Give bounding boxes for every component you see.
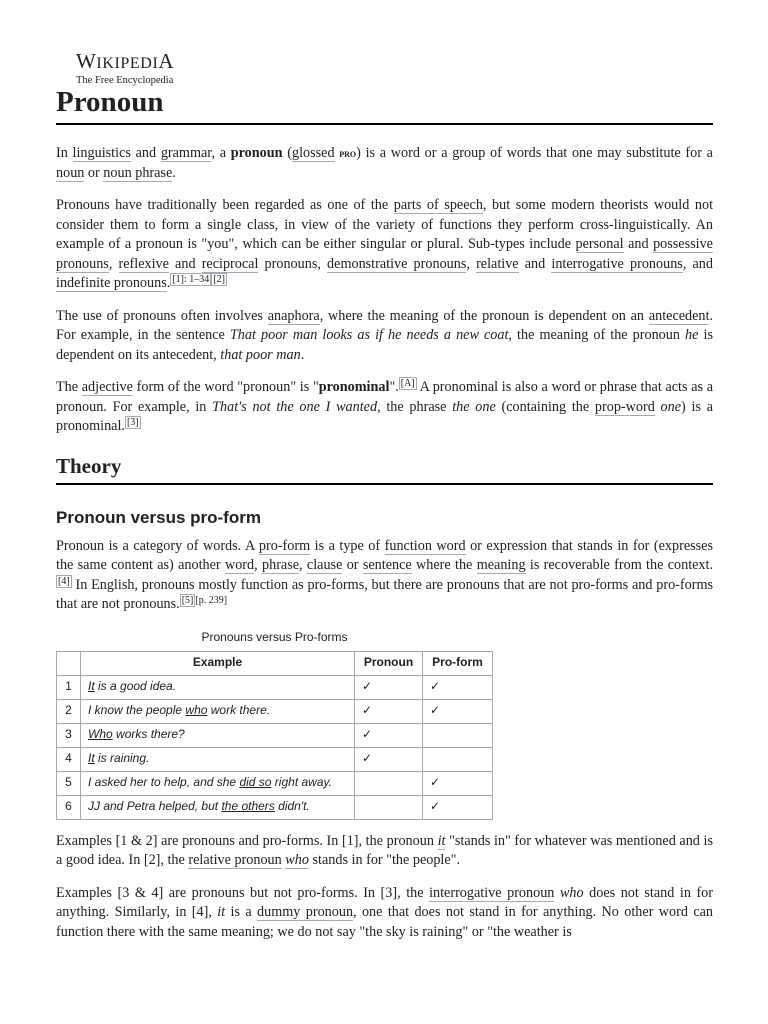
link-relative-pronoun[interactable]: relative pronoun bbox=[188, 852, 282, 868]
note-a[interactable]: [A] bbox=[400, 378, 415, 389]
row-proform-check bbox=[423, 723, 493, 747]
link-demonstrative-pronouns[interactable]: demonstrative pronouns bbox=[327, 255, 467, 272]
link-antecedent[interactable]: antecedent bbox=[648, 307, 710, 324]
row-example: It is raining. bbox=[81, 747, 355, 771]
row-example: It is a good idea. bbox=[81, 675, 355, 699]
intro-paragraph-2: Pronouns have traditionally been regarded as one of the parts of speech, but some modern theorists would not consider them to form a single class, in view of the variety of functions they perform cross-linguistically. An example of a pronoun is "you", which can be either singular or plural. Sub-types include personal and possessive pronouns, reflexive and reciprocal pronouns, demonstrative pronouns, relative and interrogative pronouns, and indefinite pronouns. $^{[1]: 1-34}$ [2] bbox=[56, 197, 714, 291]
link-reflexive[interactable]: reflexive bbox=[118, 255, 169, 272]
link-glossed[interactable]: glossed bbox=[291, 145, 335, 161]
link-prop-word[interactable]: prop-word bbox=[594, 398, 655, 415]
row-pronoun-check bbox=[355, 795, 423, 819]
link-possessive-pronouns[interactable]: possessive pronouns bbox=[56, 236, 713, 272]
theory-paragraph-3: Examples [3 & 4] are pronouns but not pro-forms. In [3], the interrogative pronoun who does not stand in for anything. Similarly, in [4], it is a dummy pronoun, one that does not stand in for anything. No other word can function there with the same meaning; we do not say "the sky is raining" or "the weather is bbox=[56, 884, 714, 940]
table-row bbox=[57, 699, 493, 723]
reference-5[interactable]: [5] bbox=[181, 595, 194, 606]
link-interrogative-pronouns[interactable]: interrogative pronouns bbox=[551, 255, 683, 272]
link-reciprocal[interactable]: reciprocal bbox=[201, 255, 259, 272]
article-body bbox=[56, 144, 713, 955]
row-example: JJ and Petra helped, but the others didn't. bbox=[81, 795, 355, 819]
row-proform-check bbox=[423, 747, 493, 771]
row-pronoun-check: ✓ bbox=[355, 747, 423, 771]
link-it[interactable]: it bbox=[437, 832, 446, 849]
table-header-number bbox=[57, 651, 81, 675]
link-sentence[interactable]: sentence bbox=[362, 557, 412, 573]
row-pronoun-check: ✓ bbox=[355, 723, 423, 747]
table-caption: Pronouns versus Pro-forms bbox=[201, 629, 348, 644]
row-pronoun-check: ✓ bbox=[355, 699, 423, 723]
logo-tagline: The Free Encyclopedia bbox=[76, 75, 174, 86]
reference-1[interactable]: [1]: 1–34 bbox=[172, 274, 210, 285]
row-proform-check: ✓ bbox=[423, 795, 493, 819]
row-number: 2 bbox=[57, 699, 81, 723]
table-row bbox=[57, 675, 493, 699]
section-heading-theory: Theory bbox=[56, 453, 713, 485]
pronoun-proform-table bbox=[56, 628, 493, 820]
page-note: [p. 239] bbox=[195, 595, 228, 606]
table-header-pronoun: Pronoun bbox=[355, 651, 423, 675]
row-pronoun-check bbox=[355, 771, 423, 795]
row-proform-check: ✓ bbox=[423, 771, 493, 795]
link-personal[interactable]: personal bbox=[575, 236, 624, 252]
row-pronoun-check: ✓ bbox=[355, 675, 423, 699]
table-row bbox=[57, 795, 493, 819]
table-header-example: Example bbox=[81, 651, 355, 675]
link-indefinite-pronouns[interactable]: indefinite pronouns bbox=[56, 275, 167, 291]
row-number: 3 bbox=[57, 723, 81, 747]
link-function-word[interactable]: function word bbox=[384, 537, 466, 554]
subsection-heading: Pronoun versus pro-form bbox=[56, 507, 261, 527]
link-clause[interactable]: clause bbox=[306, 557, 343, 573]
theory-paragraph-1: Pronoun is a category of words. A pro-form is a type of function word or expression that stands in for (expresses the same content as) another word, phrase, clause or sentence where the meaning is recoverable from the context.[4] In English, pronouns mostly function as pro-forms, but there are pronouns that are not pro-forms and pro-forms that are not pronouns. [5] [p. 239] bbox=[56, 537, 714, 612]
row-number: 6 bbox=[57, 795, 81, 819]
row-number: 1 bbox=[57, 675, 81, 699]
table-row bbox=[57, 723, 493, 747]
row-number: 4 bbox=[57, 747, 81, 771]
theory-paragraph-2: Examples [1 & 2] are pronouns and pro-forms. In [1], the pronoun it "stands in" for whatever was mentioned and is a good idea. In [2], the relative pronoun who stands in for "the people". bbox=[56, 832, 713, 868]
row-proform-check: ✓ bbox=[423, 675, 493, 699]
page-title: Pronoun bbox=[56, 84, 713, 125]
reference-2[interactable]: [2] bbox=[213, 274, 225, 285]
row-example: Who works there? bbox=[81, 723, 355, 747]
intro-paragraph-3: The use of pronouns often involves anaphora, where the meaning of the pronoun is dependent on an antecedent. For example, in the sentence That poor man looks as if he needs a new coat, the meaning of the pronoun he is dependent on its antecedent, that poor man. bbox=[56, 307, 714, 363]
link-noun[interactable]: noun bbox=[56, 164, 85, 181]
link-pro-form[interactable]: pro-form bbox=[258, 537, 311, 554]
row-proform-check: ✓ bbox=[423, 699, 493, 723]
link-linguistics[interactable]: linguistics bbox=[72, 145, 131, 161]
link-meaning[interactable]: meaning bbox=[476, 557, 526, 573]
row-example: I know the people who work there. bbox=[81, 699, 355, 723]
table-header-row bbox=[57, 651, 493, 675]
row-number: 5 bbox=[57, 771, 81, 795]
link-adjective[interactable]: adjective bbox=[81, 379, 133, 395]
table-row bbox=[57, 771, 493, 795]
logo-wordmark: WIKIPEDIA bbox=[76, 49, 175, 73]
table-row bbox=[57, 747, 493, 771]
link-word[interactable]: word bbox=[224, 557, 255, 573]
link-parts-of-speech[interactable]: parts of speech bbox=[393, 197, 483, 213]
table-header-proform: Pro-form bbox=[423, 651, 493, 675]
link-phrase[interactable]: phrase bbox=[262, 557, 300, 573]
intro-paragraph-1: In linguistics and grammar, a pronoun (glossed pro) is a word or a group of words that one may substitute for a noun or noun phrase. bbox=[56, 145, 713, 181]
link-noun-phrase[interactable]: noun phrase bbox=[103, 164, 173, 181]
link-who[interactable]: who bbox=[285, 852, 309, 868]
wikipedia-logo[interactable] bbox=[76, 50, 174, 87]
link-anaphora[interactable]: anaphora bbox=[267, 307, 320, 324]
link-dummy-pronoun[interactable]: dummy pronoun bbox=[257, 904, 354, 920]
link-grammar[interactable]: grammar bbox=[160, 145, 212, 161]
link-relative[interactable]: relative bbox=[476, 255, 519, 272]
reference-4[interactable]: [4] bbox=[58, 575, 70, 587]
row-example: I asked her to help, and she did so right away. bbox=[81, 771, 355, 795]
link-interrogative-pronoun[interactable]: interrogative pronoun bbox=[429, 884, 555, 901]
reference-3[interactable]: [3] bbox=[126, 417, 139, 428]
intro-paragraph-4: The adjective form of the word "pronoun" is "pronominal". [A] A pronominal is also a word or phrase that acts as a pronoun. For example, in That's not the one I wanted, the phrase the one (containing the prop-word one) is a pronominal. [3] bbox=[56, 378, 714, 434]
